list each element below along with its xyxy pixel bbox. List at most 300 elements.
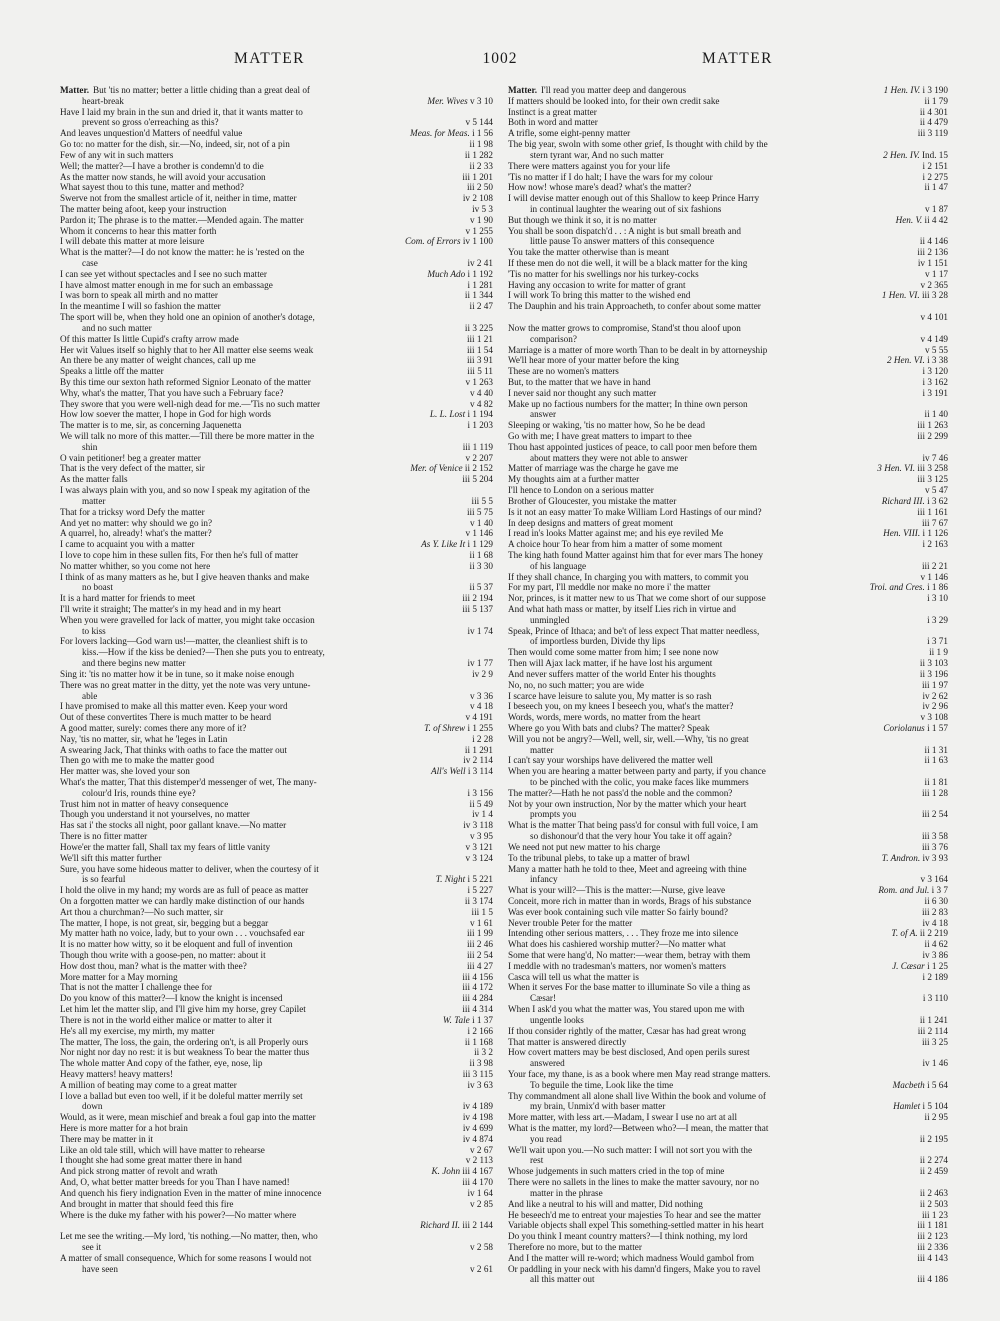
quotation-text: A choice hour To hear from him a matter of some moment (508, 539, 723, 550)
quotation-text: I think of as many matters as he, but I give heaven thanks and make (60, 571, 310, 582)
act-scene-line: iii 3 258 (917, 463, 948, 474)
citation (469, 204, 493, 215)
citation (919, 842, 948, 853)
concordance-line (508, 258, 948, 269)
play-title: Macbeth (892, 1079, 925, 1090)
concordance-line (508, 409, 948, 420)
concordance-line (508, 982, 948, 993)
act-scene-line: i 1 25 (927, 960, 948, 971)
concordance-line (508, 85, 948, 96)
quotation-text: heart-break (82, 95, 124, 106)
quotation-text: In the meantime I will so fashion the matter (60, 301, 221, 312)
quotation-text: I love to cope him in these sullen fits, For then he's full of matter (60, 549, 299, 560)
quotation-text: Whose judgements in such matters cried in the top of mine (508, 1166, 725, 1177)
concordance-line (60, 864, 493, 875)
concordance-line (60, 1015, 493, 1026)
quotation-text: And never suffers matter of the world Enter his thoughts (508, 668, 716, 679)
act-scene-line: ii 3 174 (464, 895, 493, 906)
quotation-text: Swerve not from the smallest article of it, neither in time, matter (60, 193, 297, 204)
quotation-text: case (82, 258, 98, 268)
citation (417, 1220, 493, 1231)
quotation-text: all this matter out (530, 1274, 595, 1285)
citation (464, 950, 493, 961)
citation (462, 853, 493, 864)
citation (919, 809, 948, 820)
concordance-line (60, 182, 493, 193)
act-scene-line: iii 1 119 (462, 441, 493, 452)
quotation-text: Howe'er the matter fall, Shall tax my fears of little vanity (60, 841, 271, 852)
act-scene-line: iii 5 204 (462, 474, 493, 485)
quotation-text: To the tribunal plebs, to take up a matter of brawl (508, 852, 690, 863)
citation (874, 463, 948, 474)
concordance-line (508, 799, 948, 810)
act-scene-line: ii 1 63 (924, 755, 948, 766)
concordance-line (508, 301, 948, 312)
act-scene-line: v 4 191 (465, 712, 493, 723)
concordance-line (60, 1080, 493, 1091)
citation (879, 290, 948, 301)
citation (460, 1123, 493, 1134)
act-scene-line: ii 1 31 (924, 744, 948, 755)
citation (459, 593, 493, 604)
citation (469, 669, 493, 680)
quotation-text: What's the matter, That this distemper'd messenger of wet, The many- (60, 777, 317, 787)
concordance-line (60, 107, 493, 118)
concordance-line (60, 1188, 493, 1199)
concordance-line (60, 680, 493, 691)
act-scene-line: v 4 40 (470, 387, 493, 398)
citation (922, 939, 948, 950)
quotation-text: Though you understand it not yourselves, no matter (60, 809, 250, 820)
concordance-line (60, 723, 493, 734)
act-scene-line: v 3 124 (465, 852, 493, 863)
citation (467, 215, 493, 226)
act-scene-line: i 2 189 (922, 971, 948, 982)
act-scene-line: i 2 166 (467, 1025, 493, 1036)
act-scene-line: iii 5 137 (462, 604, 493, 614)
act-scene-line: ii 2 219 (919, 928, 948, 939)
act-scene-line: v 2 113 (465, 1155, 493, 1166)
act-scene-line: v 2 61 (470, 1263, 493, 1274)
concordance-line (60, 918, 493, 929)
citation (922, 777, 948, 788)
citation (922, 96, 948, 107)
play-title: Rom. and Jul. (878, 885, 930, 896)
act-scene-line: ii 4 479 (919, 117, 948, 128)
quotation-text: Now the matter grows to compromise, Stand'st thou aloof upon (508, 322, 741, 333)
act-scene-line: iii 3 115 (462, 1068, 493, 1079)
citation (464, 355, 493, 366)
quotation-text: As the matter now stands, he will avoid your accusation (60, 171, 266, 182)
concordance-line (508, 1188, 948, 1199)
citation (462, 453, 493, 464)
citation (464, 885, 493, 896)
concordance-line (60, 755, 493, 766)
concordance-line (508, 1155, 948, 1166)
act-scene-line: i 1 192 (467, 268, 493, 279)
act-scene-line: i 1 57 (927, 722, 948, 733)
play-title: L. L. Lost (429, 409, 466, 420)
quotation-text: matter (530, 744, 554, 755)
quotation-text: The whole matter And copy of the father, eye, nose, lip (60, 1058, 263, 1069)
citation (919, 388, 948, 399)
quotation-text: What sayest thou to this tune, matter and method? (60, 182, 244, 193)
citation (917, 280, 948, 291)
citation (462, 745, 493, 756)
act-scene-line: ii 1 79 (924, 95, 948, 106)
quotation-text: We'll hear more of your matter before the king (508, 355, 679, 366)
quotation-text: Never trouble Peter for the matter (508, 917, 633, 928)
act-scene-line: iii 4 27 (466, 960, 493, 971)
play-title: As Y. Like It (421, 539, 466, 550)
concordance-line (508, 172, 948, 183)
quotation-text: to kiss (82, 625, 106, 636)
concordance-line (508, 961, 948, 972)
concordance-line (508, 972, 948, 983)
concordance-line (60, 1253, 493, 1264)
quotation-text: matter (82, 495, 106, 506)
concordance-line (60, 420, 493, 431)
concordance-line (60, 809, 493, 820)
play-title: 1 Hen. VI. (881, 290, 920, 301)
citation (469, 809, 493, 820)
concordance-line (60, 172, 493, 183)
quotation-text: There were no sallets in the lines to make the matter savoury, nor no (508, 1177, 759, 1188)
act-scene-line: v 1 40 (470, 517, 493, 528)
act-scene-line: iii 2 144 (462, 1220, 493, 1231)
citation (471, 1047, 493, 1058)
quotation-text: What is the matter?—I do not know the matter: he is 'rested on the (60, 247, 305, 258)
quotation-text: What is the matter That being pass'd for consul with full voice, I am (508, 820, 758, 831)
concordance-line (60, 647, 493, 658)
citation (460, 1134, 493, 1145)
concordance-line (60, 539, 493, 550)
quotation-text: In deep designs and matters of great moment (508, 517, 674, 528)
concordance-line (60, 474, 493, 485)
quotation-text: I was always plain with you, and so now I speak my agitation of the (60, 485, 310, 496)
quotation-text: Is it not an easy matter To make William Lord Hastings of our mind? (508, 506, 762, 517)
concordance-line (508, 236, 948, 247)
act-scene-line: iv 2 41 (467, 258, 493, 268)
quotation-text: Some that were hang'd, No matter:—wear them, betray with them (508, 950, 751, 960)
act-scene-line: ii 3 225 (464, 322, 493, 333)
concordance-line (508, 539, 948, 550)
citation (464, 961, 493, 972)
quotation-text: My thoughts aim at a further matter (508, 474, 640, 485)
act-scene-line: iii 1 263 (917, 420, 948, 431)
act-scene-line: ii 2 459 (919, 1166, 948, 1177)
act-scene-line: iv 3 86 (922, 950, 948, 960)
citation (922, 409, 948, 420)
concordance-line (508, 420, 948, 431)
play-title: Hen. VIII. (883, 528, 921, 539)
act-scene-line: iii 1 97 (921, 679, 948, 690)
act-scene-line: v 4 101 (920, 312, 948, 323)
quotation-text: Variable objects shall expel This something-settled matter in his heart (508, 1220, 764, 1231)
act-scene-line: ii 2 95 (924, 1112, 948, 1123)
act-scene-line: iii 4 156 (462, 971, 493, 982)
concordance-line (508, 1080, 948, 1091)
act-scene-line: i 3 156 (467, 787, 493, 798)
quotation-text: No matter whither, so you come not here (60, 560, 211, 571)
citation (914, 1274, 948, 1285)
concordance-line (60, 1047, 493, 1058)
citation (433, 874, 493, 885)
citation (467, 691, 493, 702)
quotation-text: Thy commandment all alone shall live Within the book and volume of (508, 1090, 766, 1101)
quotation-text: in continual laughter the wearing out of six fashions (530, 203, 722, 214)
concordance-line (508, 1166, 948, 1177)
act-scene-line: iii 1 28 (921, 787, 948, 798)
act-scene-line: iv 2 9 (472, 668, 493, 679)
citation (919, 161, 948, 172)
act-scene-line: v 2 85 (470, 1198, 493, 1209)
act-scene-line: i 3 120 (922, 366, 948, 377)
citation (464, 939, 493, 950)
citation (407, 128, 493, 139)
quotation-text: On a forgotten matter we can hardly make distinction of our hands (60, 895, 305, 906)
quotation-text: Let him let the matter slip, and I'll give him my horse, grey Capilet (60, 1004, 306, 1015)
concordance-line (508, 345, 948, 356)
concordance-line (60, 939, 493, 950)
concordance-line (508, 691, 948, 702)
quotation-text: You take the matter otherwise than is meant (508, 247, 670, 258)
quotation-text: The matter, The loss, the gain, the ordering on't, is all Properly ours (60, 1036, 309, 1047)
act-scene-line: ii 4 146 (919, 236, 948, 247)
quotation-text: Instinct is a great matter (508, 106, 597, 117)
quotation-text: Whom it concerns to hear this matter forth (60, 225, 217, 236)
citation (464, 182, 493, 193)
quotation-text: Then will Ajax lack matter, if he have lost his argument (508, 658, 713, 669)
concordance-line (508, 788, 948, 799)
act-scene-line: iii 1 21 (466, 333, 493, 344)
play-title: Mer. of Venice (410, 463, 463, 474)
quotation-text: Not by your own instruction, Nor by the matter which your heart (508, 798, 747, 809)
quotation-text: That for a tricksy word Defy the matter (60, 506, 205, 517)
quotation-text: When you were gravelled for lack of matter, you might take occasion (60, 614, 315, 625)
act-scene-line: ii 3 103 (919, 658, 948, 669)
concordance-line (508, 766, 948, 777)
quotation-text: Go to: no matter for the dish, sir.—No, indeed, sir, not of a pin (60, 139, 290, 150)
quotation-text: Though thou write with a goose-pen, no matter: about it (60, 950, 266, 960)
act-scene-line: v 3 121 (465, 841, 493, 852)
concordance-line (508, 550, 948, 561)
quotation-text: Where go you With bats and clubs? The matter? Speak (508, 722, 710, 733)
citation (440, 1015, 493, 1026)
quotation-text: I can't say your worships have delivered the matter well (508, 755, 713, 766)
quotation-text: see it (82, 1241, 102, 1252)
act-scene-line: i 3 190 (922, 85, 948, 95)
act-scene-line: v 3 108 (920, 712, 948, 723)
act-scene-line: iv 4 874 (462, 1133, 493, 1144)
act-scene-line: iii 4 172 (462, 982, 493, 993)
quotation-text: about matters they were not able to answer (530, 452, 688, 463)
act-scene-line: iii 1 99 (466, 928, 493, 939)
act-scene-line: iii 3 28 (921, 290, 948, 301)
concordance-line (508, 1199, 948, 1210)
quotation-text: able (82, 690, 98, 701)
act-scene-line: ii 2 195 (919, 1133, 948, 1144)
concordance-line (60, 1026, 493, 1037)
act-scene-line: i 1 281 (467, 279, 493, 290)
quotation-text: Conceit, more rich in matter than in words, Brags of his substance (508, 895, 752, 906)
concordance-line (60, 626, 493, 637)
concordance-line (60, 1004, 493, 1015)
citation (462, 323, 493, 334)
concordance-line (508, 128, 948, 139)
citation (914, 1220, 948, 1231)
concordance-line (508, 842, 948, 853)
quotation-text: There is no fitter matter (60, 831, 148, 842)
act-scene-line: ii 1 9 (929, 647, 948, 658)
act-scene-line: i 2 163 (922, 539, 948, 550)
citation (462, 896, 493, 907)
act-scene-line: iii 1 5 (471, 906, 493, 917)
quotation-text: Cæsar! (530, 993, 557, 1004)
concordance-line (508, 518, 948, 529)
quotation-text: And I the matter will re-word; which madness Would gambol from (508, 1252, 755, 1263)
play-title: T. of A. (891, 928, 918, 939)
quotation-text: you read (530, 1133, 562, 1144)
concordance-line (60, 453, 493, 464)
citation (919, 788, 948, 799)
citation (462, 528, 493, 539)
act-scene-line: iii 2 136 (917, 247, 948, 258)
concordance-line (60, 1145, 493, 1156)
citation (460, 755, 493, 766)
citation (919, 701, 948, 712)
quotation-text: of his language (530, 560, 587, 571)
headword: Matter. (60, 85, 89, 95)
act-scene-line: iii 2 336 (917, 1241, 948, 1252)
quotation-text: Both in word and matter (508, 117, 598, 128)
concordance-line (60, 1101, 493, 1112)
concordance-line (60, 593, 493, 604)
act-scene-line: iii 3 76 (921, 841, 948, 852)
quotation-text: infancy (530, 874, 558, 885)
citation (917, 658, 948, 669)
citation (919, 366, 948, 377)
quotation-text: Sure, you have some hideous matter to deliver, when the courtesy of it (60, 863, 319, 874)
quotation-text: The Dauphin and his train Approacheth, to confer about some matter (508, 301, 761, 312)
concordance-line (60, 247, 493, 258)
quotation-text: The matter?—Hath he not pass'd the noble and the common? (508, 787, 733, 798)
act-scene-line: i 2 275 (922, 171, 948, 182)
quotation-text: Well; the matter?—I have a brother is condemn'd to die (60, 160, 264, 171)
act-scene-line: v 3 95 (470, 831, 493, 842)
concordance-line (60, 961, 493, 972)
concordance-line (60, 496, 493, 507)
quotation-text: I can see yet without spectacles and I see no such matter (60, 268, 267, 279)
act-scene-line: iv 3 118 (463, 820, 493, 831)
concordance-line (508, 1264, 948, 1275)
quotation-text: It is a hard matter for friends to meet (60, 593, 196, 604)
act-scene-line: i 5 221 (467, 874, 493, 885)
citation (464, 507, 493, 518)
concordance-line (60, 766, 493, 777)
quotation-text: 'Tis no matter if I do halt; I have the wars for my colour (508, 171, 713, 182)
concordance-line (60, 842, 493, 853)
quotation-text: My matter hath no voice, lady, but to your own . . . vouchsafed ear (60, 928, 305, 939)
right-column (508, 85, 948, 1285)
quotation-text: Your face, my thane, is as a book where men May read strange matters. (508, 1068, 771, 1079)
quotation-text: Speaks a little off the matter (60, 366, 164, 377)
act-scene-line: iii 2 54 (466, 950, 493, 960)
citation (919, 831, 948, 842)
quotation-text: of importless burden, Divide thy lips (530, 636, 666, 647)
quotation-text: Brother of Gloucester, you mistake the matter (508, 495, 677, 506)
citation (917, 312, 948, 323)
concordance-line (508, 745, 948, 756)
quotation-text: An there be any matter of weight chances, call up me (60, 355, 256, 366)
concordance-line (508, 355, 948, 366)
citation (467, 399, 493, 410)
concordance-line (508, 323, 948, 334)
quotation-text: How dost thou, man? what is the matter with thee? (60, 960, 247, 971)
quotation-text: answered (530, 1058, 565, 1069)
play-title: Com. of Errors (405, 236, 461, 247)
quotation-text: And, O, what better matter breeds for you Than I have named! (60, 1177, 290, 1188)
quotation-text: I was born to speak all mirth and no matter (60, 290, 218, 301)
citation (467, 1264, 493, 1275)
quotation-text: If thou consider rightly of the matter, Cæsar has had great wrong (508, 1025, 746, 1036)
act-scene-line: v 2 67 (470, 1144, 493, 1155)
concordance-line (60, 1037, 493, 1048)
act-scene-line: v 1 146 (465, 528, 493, 539)
quotation-text: stern tyrant war, And no such matter (530, 149, 664, 160)
act-scene-line: iv 7 46 (922, 452, 948, 463)
act-scene-line: ii 1 291 (464, 744, 493, 755)
concordance-line (60, 582, 493, 593)
act-scene-line: ii 1 47 (924, 182, 948, 193)
quotation-text: I thought she had some great matter there in hand (60, 1155, 242, 1166)
act-scene-line: v 3 10 (470, 95, 493, 106)
citation (922, 755, 948, 766)
quotation-text: We will talk no more of this matter.—Till there be more matter in the (60, 431, 315, 441)
act-scene-line: ii 2 47 (469, 301, 493, 312)
concordance-line (508, 204, 948, 215)
quotation-text: Her matter was, she loved your son (60, 766, 190, 777)
concordance-line (60, 366, 493, 377)
concordance-line (508, 399, 948, 410)
act-scene-line: ii 1 241 (919, 1014, 948, 1025)
quotation-text: They swore that you were well-nigh dead for me.—'Tis no such matter (60, 398, 321, 409)
concordance-line (508, 193, 948, 204)
citation (459, 982, 493, 993)
act-scene-line: v 5 47 (925, 485, 948, 496)
citation (462, 150, 493, 161)
concordance-line (508, 1231, 948, 1242)
act-scene-line: v 1 90 (470, 214, 493, 225)
concordance-line (508, 636, 948, 647)
citation (919, 1037, 948, 1048)
act-scene-line: i 3 38 (927, 355, 948, 366)
quotation-text: There was no great matter in the ditty, yet the note was very untune- (60, 679, 311, 690)
concordance-line (508, 280, 948, 291)
act-scene-line: i 3 162 (922, 376, 948, 387)
quotation-text: I meddle with no tradesman's matters, nor women's matters (508, 960, 726, 971)
act-scene-line: iv 4 699 (462, 1123, 493, 1133)
play-title: K. John (431, 1166, 461, 1177)
concordance-line (60, 442, 493, 453)
concordance-line (60, 193, 493, 204)
quotation-text: And what hath mass or matter, by itself Lies rich in virtue and (508, 604, 736, 614)
citation (914, 474, 948, 485)
concordance-line (508, 950, 948, 961)
concordance-line (60, 388, 493, 399)
concordance-line (60, 215, 493, 226)
concordance-line (60, 712, 493, 723)
